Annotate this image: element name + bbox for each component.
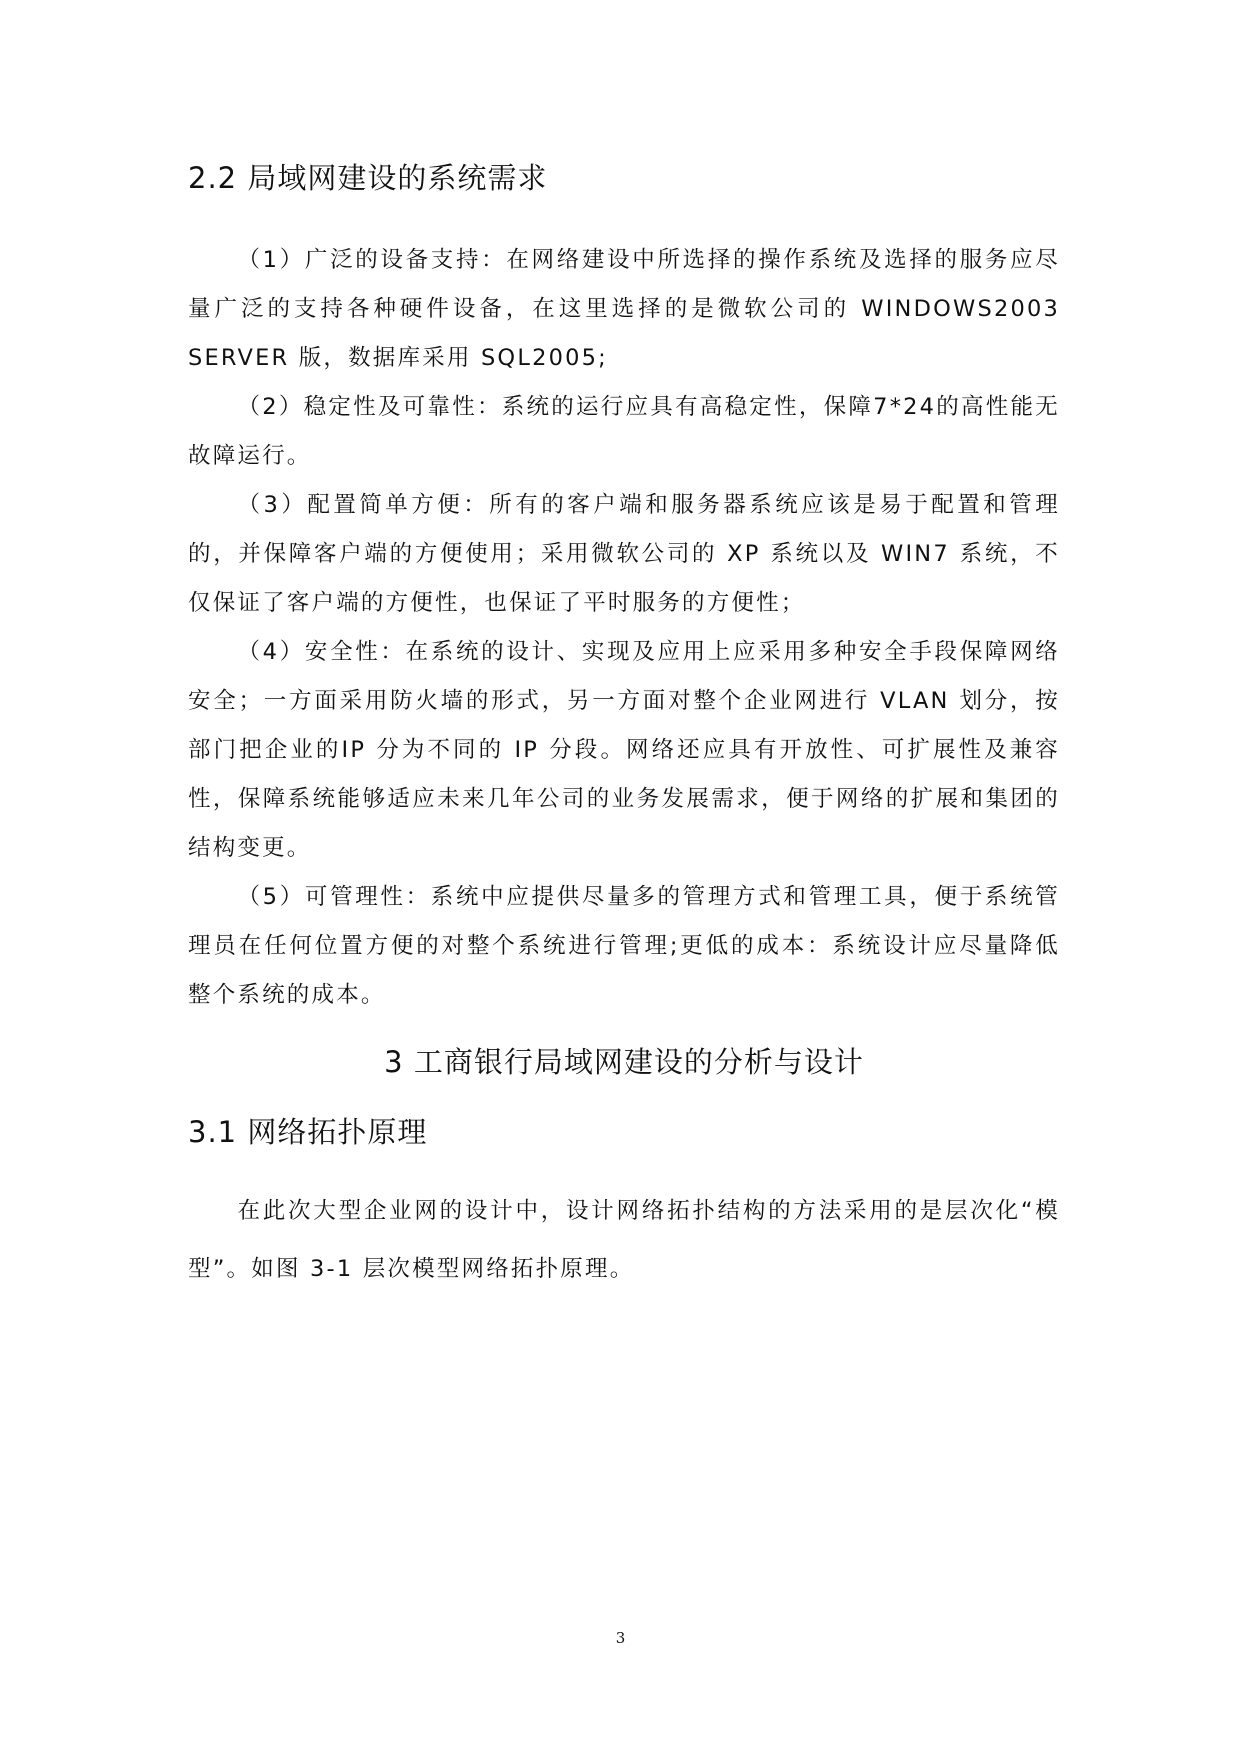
- requirement-paragraph-1: （1）广泛的设备支持：在网络建设中所选择的操作系统及选择的服务应尽量广泛的支持各种硬件设备，在这里选择的是微软公司的 WINDOWS2003 SERVER 版，数据库采用 SQL2005;: [188, 247, 1060, 371]
- requirement-paragraph-3: （3）配置简单方便：所有的客户端和服务器系统应该是易于配置和管理的，并保障客户端的方便使用；采用微软公司的 XP 系统以及 WIN7 系统，不仅保证了客户端的方便性，也保证了平时服务的方便性；: [188, 492, 1060, 616]
- page-content: [188, 158, 1060, 1298]
- page-number: 3: [615, 1629, 626, 1647]
- topology-paragraph: 在此次大型企业网的设计中，设计网络拓扑结构的方法采用的是层次化“模型”。如图 3-1 层次模型网络拓扑原理。: [188, 1198, 1060, 1282]
- section-heading-2-2: 2.2 局域网建设的系统需求: [188, 161, 548, 195]
- requirement-paragraph-5: （5）可管理性：系统中应提供尽量多的管理方式和管理工具，便于系统管理员在任何位置方便的对整个系统进行管理;更低的成本：系统设计应尽量降低整个系统的成本。: [188, 884, 1060, 1008]
- requirement-paragraph-4: （4）安全性：在系统的设计、实现及应用上应采用多种安全手段保障网络安全；一方面采用防火墙的形式，另一方面对整个企业网进行 VLAN 划分，按部门把企业的IP 分为不同的 IP 分段。网络还应具有开放性、可扩展性及兼容性，保障系统能够适应未来几年公司的业务发展需求，便于网络的扩展和集团的结构变更。: [188, 639, 1060, 861]
- chapter-heading-3: 3 工商银行局域网建设的分析与设计: [384, 1045, 864, 1079]
- requirement-paragraph-2: （2）稳定性及可靠性：系统的运行应具有高稳定性，保障7*24的高性能无故障运行。: [188, 394, 1060, 469]
- section-heading-3-1: 3.1 网络拓扑原理: [188, 1115, 428, 1149]
